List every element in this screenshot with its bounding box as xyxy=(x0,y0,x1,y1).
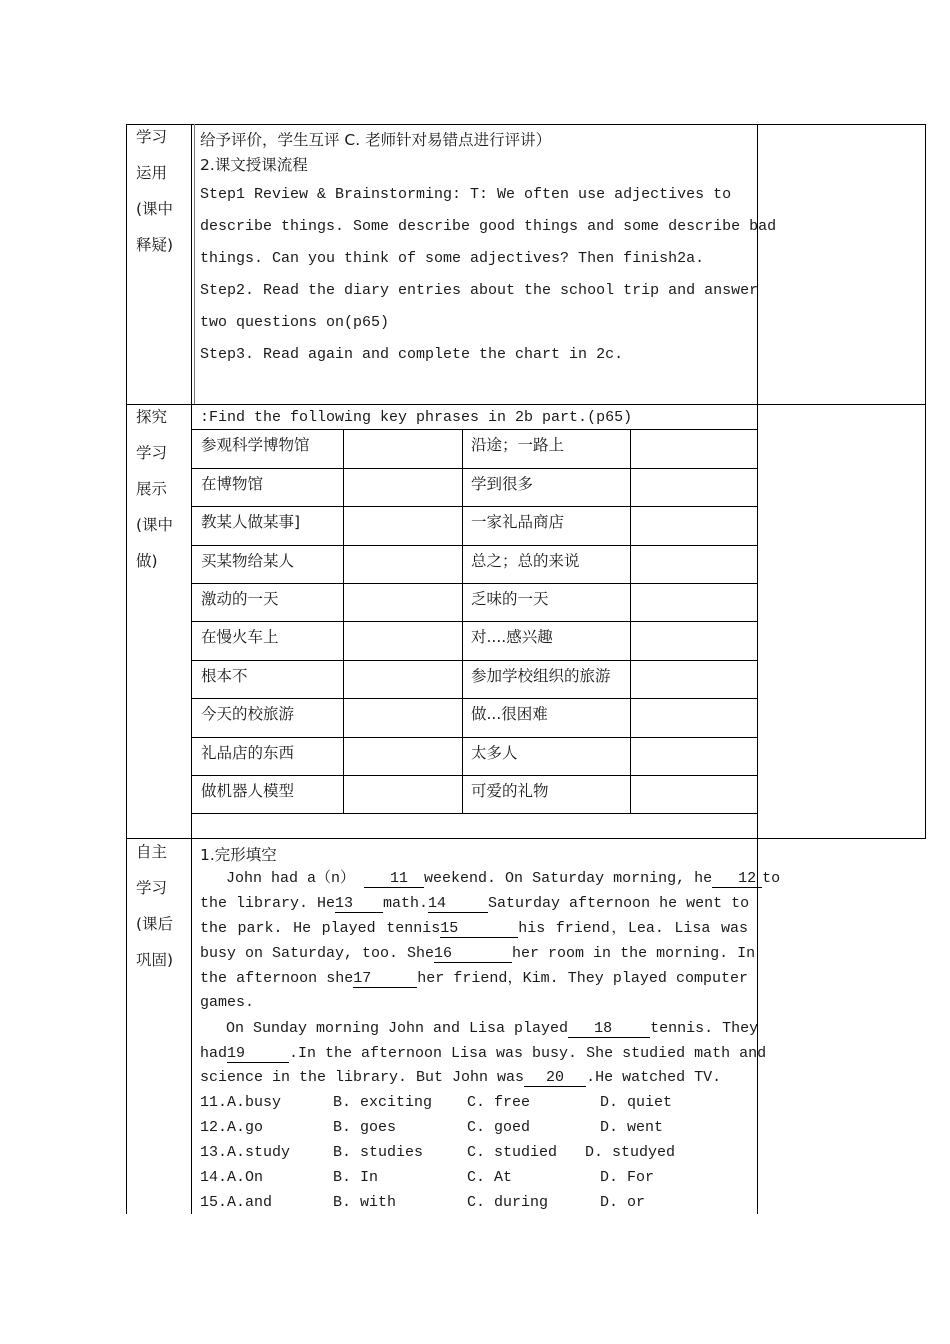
option-d[interactable]: D. studyed xyxy=(585,1144,676,1161)
phrase-left: 买某物给某人 xyxy=(201,552,295,570)
phrase-left: 今天的校旅游 xyxy=(201,705,295,723)
passage-line xyxy=(200,966,748,991)
option-row xyxy=(200,1144,748,1164)
option-row xyxy=(200,1119,748,1139)
passage-text: weekend. On Saturday morning, he xyxy=(424,870,713,887)
section3-label xyxy=(136,834,186,978)
blank-17[interactable]: 17 xyxy=(353,971,417,988)
option-a[interactable]: 13.A.study xyxy=(200,1144,291,1161)
phrase-table-line xyxy=(191,660,757,661)
option-d[interactable]: D. For xyxy=(600,1169,655,1186)
step-line: Step2. Read the diary entries about the school trip and answer xyxy=(200,282,759,299)
phrase-left: 礼品店的东西 xyxy=(201,744,295,762)
step-line: two questions on(p65) xyxy=(200,314,390,331)
phrase-right: 学到很多 xyxy=(471,475,534,493)
section1-intro: 给予评价，学生互评 C. 老师针对易错点进行评讲） xyxy=(200,131,552,149)
passage-text: his friend，Lea. Lisa was xyxy=(518,920,748,937)
passage-line xyxy=(200,1041,767,1066)
blank-12[interactable]: 12 xyxy=(712,871,762,888)
passage-text: had xyxy=(200,1045,228,1062)
label-column-divider xyxy=(191,124,192,1214)
blank-11[interactable]: 11 xyxy=(364,871,424,888)
option-b[interactable]: B. with xyxy=(333,1194,397,1211)
table-border-left xyxy=(126,124,127,1214)
phrase-right: 太多人 xyxy=(471,744,518,762)
phrase-table-line xyxy=(191,775,757,776)
label-line: (课中 xyxy=(136,200,174,218)
phrase-right: 乏味的一天 xyxy=(471,590,549,608)
blank-18[interactable]: 18 xyxy=(568,1021,650,1038)
passage-line xyxy=(200,941,756,966)
option-a[interactable]: 11.A.busy xyxy=(200,1094,282,1111)
option-c[interactable]: C. during xyxy=(467,1194,549,1211)
phrase-right: 一家礼品商店 xyxy=(471,513,565,531)
label-line: 展示 xyxy=(136,480,168,498)
phrase-table-col xyxy=(462,429,463,813)
option-row xyxy=(200,1094,748,1114)
phrase-right: 总之；总的来说 xyxy=(471,552,580,570)
option-d[interactable]: D. or xyxy=(600,1194,646,1211)
phrase-table-line xyxy=(191,621,757,622)
passage-text: the afternoon she xyxy=(200,970,354,987)
phrase-table-line xyxy=(191,813,757,814)
passage-text: the library. He xyxy=(200,895,336,912)
passage-text: her friend，Kim. They played computer xyxy=(417,970,748,987)
phrase-left: 参观科学博物馆 xyxy=(201,436,310,454)
phrase-right: 可爱的礼物 xyxy=(471,782,549,800)
option-d[interactable]: D. went xyxy=(600,1119,664,1136)
option-c[interactable]: C. studied xyxy=(467,1144,558,1161)
passage-text: math. xyxy=(383,895,429,912)
phrase-left: 做机器人模型 xyxy=(201,782,295,800)
blank-16[interactable]: 16 xyxy=(434,946,512,963)
option-b[interactable]: B. studies xyxy=(333,1144,424,1161)
passage-text: to xyxy=(762,870,781,887)
passage-text: her room in the morning. In xyxy=(512,945,756,962)
passage-text: John had a（n） xyxy=(226,870,356,887)
label-line: 探究 xyxy=(136,408,168,426)
phrase-table-col xyxy=(343,429,344,813)
phrase-right: 对....感兴趣 xyxy=(471,628,553,646)
phrase-right: 做...很困难 xyxy=(471,705,548,723)
label-line: 学习 xyxy=(136,444,168,462)
label-line: 运用 xyxy=(136,164,168,182)
label-line: 做) xyxy=(136,552,158,570)
passage-line xyxy=(200,1069,721,1087)
passage-text: .In the afternoon Lisa was busy. She studied math and xyxy=(289,1045,767,1062)
option-a[interactable]: 14.A.On xyxy=(200,1169,264,1186)
option-c[interactable]: C. goed xyxy=(467,1119,531,1136)
phrase-left: 激动的一天 xyxy=(201,590,279,608)
blank-14[interactable]: 14 xyxy=(428,896,488,913)
option-d[interactable]: D. quiet xyxy=(600,1094,673,1111)
passage-text: .He watched TV. xyxy=(586,1069,722,1086)
passage-text: science in the library. But John was xyxy=(200,1069,525,1086)
phrase-left: 根本不 xyxy=(201,667,248,685)
phrase-right: 参加学校组织的旅游 xyxy=(471,667,611,685)
phrase-table-col xyxy=(630,429,631,813)
passage-text: On Sunday morning John and Lisa played xyxy=(226,1020,569,1037)
step-line: things. Can you think of some adjectives? Then finish2a. xyxy=(200,250,705,267)
passage-text: Saturday afternoon he went to xyxy=(488,895,750,912)
step-line: Step3. Read again and complete the chart in 2c. xyxy=(200,346,624,363)
section-divider-2 xyxy=(126,838,926,839)
phrase-table-line xyxy=(191,429,757,430)
label-line: 巩固) xyxy=(136,951,174,969)
option-b[interactable]: B. In xyxy=(333,1169,379,1186)
option-a[interactable]: 12.A.go xyxy=(200,1119,264,1136)
phrase-left: 在博物馆 xyxy=(201,475,264,493)
label-line: (课后 xyxy=(136,915,174,933)
label-line: (课中 xyxy=(136,516,174,534)
section-divider-1 xyxy=(126,404,926,405)
option-row xyxy=(200,1194,748,1214)
passage-line: games. xyxy=(200,994,255,1011)
label-line: 学习 xyxy=(136,128,168,146)
passage-line xyxy=(200,866,781,891)
phrase-table-line xyxy=(191,583,757,584)
blank-15[interactable]: 15 xyxy=(440,921,518,938)
option-a[interactable]: 15.A.and xyxy=(200,1194,273,1211)
phrase-table-line xyxy=(191,506,757,507)
phrase-left: 教某人做某事] xyxy=(201,513,301,531)
passage-line xyxy=(200,916,748,941)
phrase-table-line xyxy=(191,737,757,738)
section1-heading: 2.课文授课流程 xyxy=(200,156,308,174)
phrase-table-line xyxy=(191,698,757,699)
option-b[interactable]: B. exciting xyxy=(333,1094,433,1111)
blank-20[interactable]: 20 xyxy=(524,1070,586,1087)
step-line: Step1 Review & Brainstorming: T: We often use adjectives to xyxy=(200,186,732,203)
passage-text: tennis. They xyxy=(650,1020,759,1037)
table-border-right xyxy=(925,124,926,838)
blank-19[interactable]: 19 xyxy=(227,1046,289,1063)
passage-text: the park. He played tennis xyxy=(200,920,441,937)
option-b[interactable]: B. goes xyxy=(333,1119,397,1136)
label-line: 自主 xyxy=(136,843,168,861)
blank-13[interactable]: 13 xyxy=(335,896,383,913)
table-border-top xyxy=(126,124,926,125)
option-c[interactable]: C. At xyxy=(467,1169,513,1186)
section2-label xyxy=(136,399,186,579)
label-line: 学习 xyxy=(136,879,168,897)
option-c[interactable]: C. free xyxy=(467,1094,531,1111)
option-row xyxy=(200,1169,748,1189)
phrase-left: 在慢火车上 xyxy=(201,628,279,646)
passage-line xyxy=(200,1016,759,1041)
phrase-instruction: :Find the following key phrases in 2b part.(p65) xyxy=(200,409,633,426)
section1-label xyxy=(136,119,186,263)
passage-line xyxy=(200,891,748,916)
phrase-right: 沿途；一路上 xyxy=(471,436,565,454)
cloze-heading: 1.完形填空 xyxy=(200,846,277,864)
step-line: describe things. Some describe good things and some describe bad xyxy=(200,218,777,235)
passage-text: busy on Saturday, too. She xyxy=(200,945,435,962)
phrase-table-line xyxy=(191,468,757,469)
phrase-table-line xyxy=(191,545,757,546)
label-line: 释疑) xyxy=(136,236,174,254)
section1-inner-line xyxy=(194,124,195,404)
